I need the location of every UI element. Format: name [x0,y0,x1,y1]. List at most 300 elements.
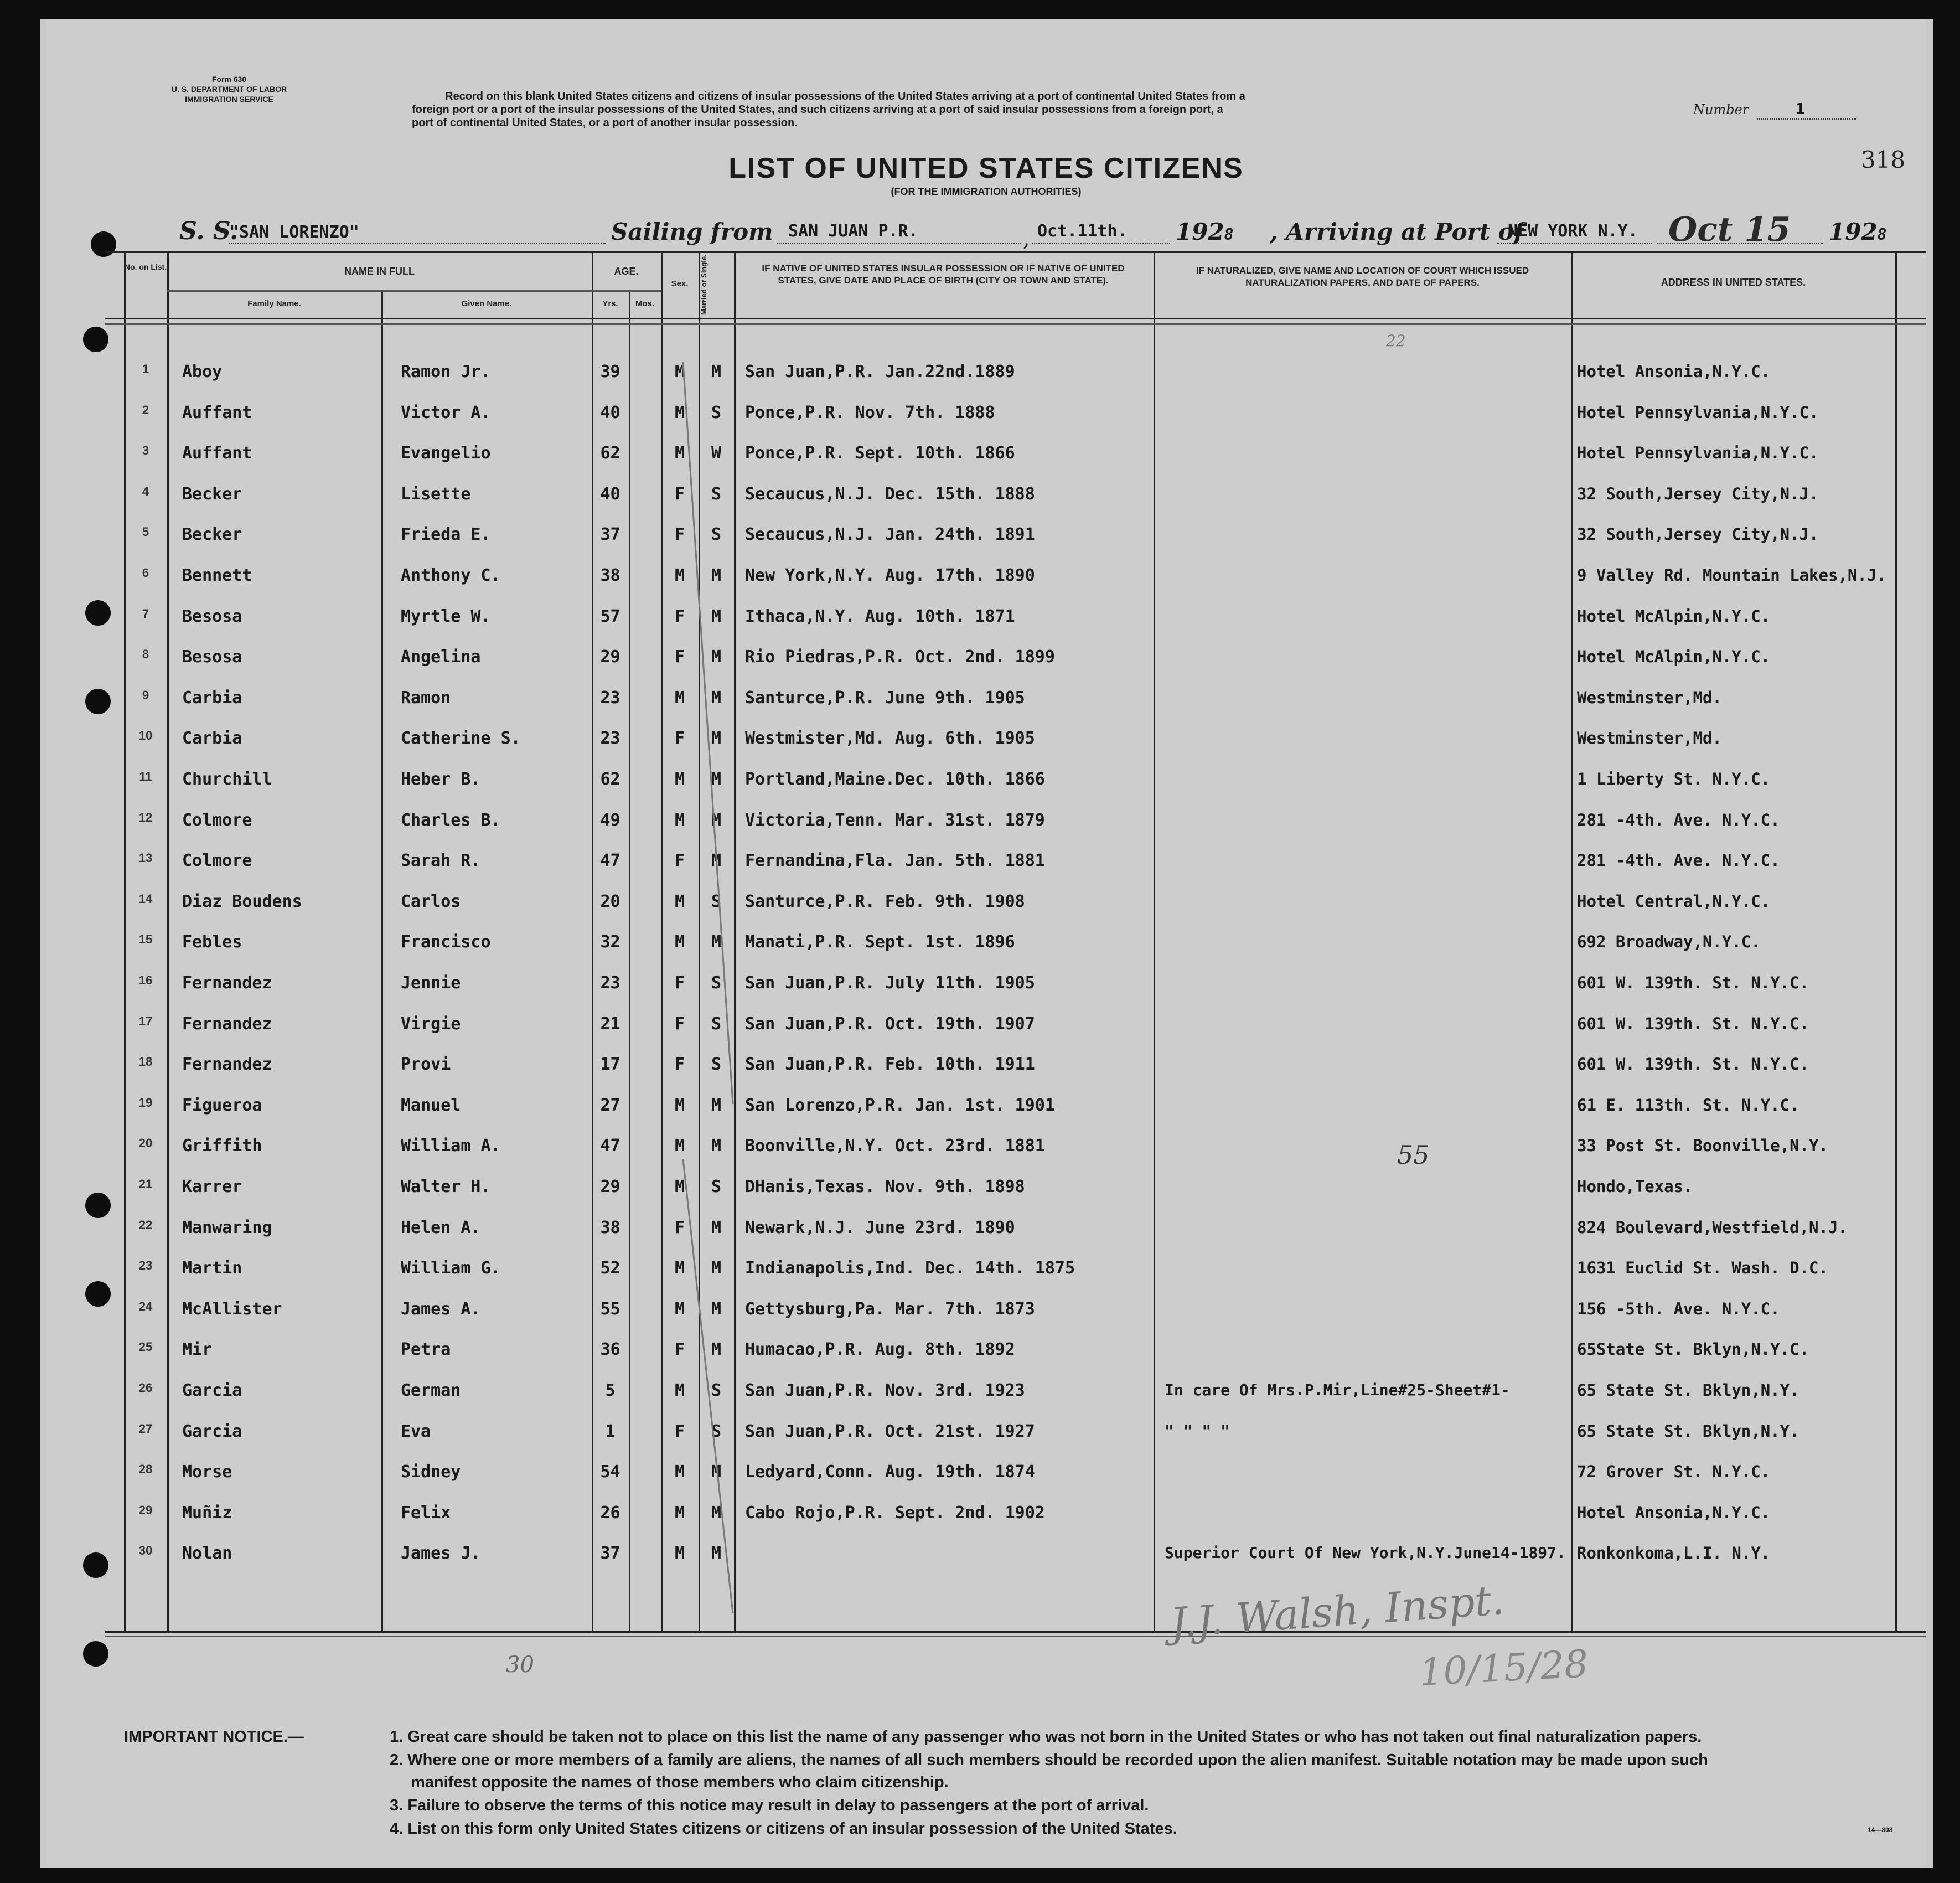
stamp-55: 55 [1397,1140,1430,1170]
birth-place-date: Westmister,Md. Aug. 6th. 1905 [745,729,1035,749]
birth-place-date: Santurce,P.R. June 9th. 1905 [745,688,1025,708]
page-subtitle: (FOR THE IMMIGRATION AUTHORITIES) [891,186,1082,197]
sex: M [674,1462,685,1482]
birth-place-date: San Juan,P.R. Feb. 10th. 1911 [745,1055,1035,1075]
mark-top: 22 [1386,332,1406,350]
address: Westminster,Md. [1577,688,1722,707]
birth-place-date: San Juan,P.R. Jan.22nd.1889 [745,362,1015,381]
arrival-date-line [1657,243,1823,244]
arriving-port-line [1497,243,1652,244]
age-years: 54 [600,1462,620,1482]
manifest-sheet [40,19,1933,1868]
marital-status: S [711,484,722,504]
arrival-date: Oct 15 [1668,210,1791,249]
age-years: 29 [600,647,620,667]
row-number: 5 [142,525,149,539]
sex: M [674,443,685,463]
family-name: Aboy [182,362,223,381]
family-name: Diaz Boudens [182,891,302,911]
address: 601 W. 139th. St. N.Y.C. [1577,1055,1809,1074]
number-value: 1 [1796,100,1805,118]
marital-status: S [711,1055,722,1075]
footer-code: 14—808 [1868,1826,1893,1834]
marital-status: M [711,688,722,708]
arriving-port: NEW YORK N.Y. [1508,221,1638,241]
row-number: 9 [142,688,149,702]
given-name: Heber B. [401,770,481,789]
sex: F [674,729,685,749]
marital-status: M [711,932,722,952]
age-years: 52 [600,1258,620,1278]
age-years: 37 [600,1544,620,1564]
given-name: Felix [401,1503,451,1523]
col-header-birth: IF NATIVE OF UNITED STATES INSULAR POSSESSION OR IF NATIVE OF UNITED STATES, GIVE DATE AND PLACE OF BIRTH (CITY OR TOWN AND STATE). [762,263,1125,286]
age-years: 36 [600,1340,620,1360]
address: 281 -4th. Ave. N.Y.C. [1577,810,1780,829]
sex: M [674,1381,685,1400]
col-header-naturalized: IF NATURALIZED, GIVE NAME AND LOCATION OF COURT WHICH ISSUED NATURALIZATION PAPERS, AND DATE OF PAPERS. [1196,265,1529,288]
age-years: 49 [600,810,620,830]
given-name: William G. [401,1258,501,1278]
birth-place-date: Humacao,P.R. Aug. 8th. 1892 [745,1340,1015,1360]
sex: F [674,1421,685,1441]
family-name: Figueroa [182,1095,262,1115]
family-name: Carbia [182,688,242,708]
address: 32 South,Jersey City,N.J. [1577,484,1819,503]
address: Hotel Pennsylvania,N.Y.C. [1577,443,1819,463]
marital-status: S [711,1177,722,1196]
marital-status: M [711,770,722,789]
given-name: Petra [401,1340,451,1360]
row-number: 19 [138,1095,153,1110]
birth-place-date: San Juan,P.R. July 11th. 1905 [745,973,1035,993]
birth-place-date: San Lorenzo,P.R. Jan. 1st. 1901 [745,1095,1055,1115]
age-years: 40 [600,484,620,504]
marital-status: M [711,647,722,667]
family-name: Auffant [182,403,252,422]
sex: M [674,810,685,830]
row-number: 21 [138,1177,153,1191]
family-name: Colmore [182,810,252,830]
address: 72 Grover St. N.Y.C. [1577,1462,1771,1482]
col-header-age: AGE. [614,266,639,277]
notice-item: 2. Where one or more members of a family are aliens, the names of all such members should be recorded upon the alien manifest. Suitable notation may be made upon such [390,1751,1708,1769]
given-name: Walter H. [401,1177,491,1196]
punch-hole [83,1552,108,1578]
age-years: 27 [600,1095,620,1115]
sex: M [674,1095,685,1115]
instruction-line: Record on this blank United States citizens and citizens of insular possessions of the United States arriving at a port of continental United States from a [445,90,1245,102]
marital-status: M [711,362,722,381]
marital-status: S [711,1421,722,1441]
address: Ronkonkoma,L.I. N.Y. [1577,1544,1771,1563]
col-rule [1154,251,1155,1631]
birth-place-date: Cabo Rojo,P.R. Sept. 2nd. 1902 [745,1503,1045,1523]
row-number: 14 [138,891,153,906]
age-years: 17 [600,1055,620,1075]
birth-place-date: Fernandina,Fla. Jan. 5th. 1881 [745,851,1045,871]
notice-item: 4. List on this form only United States citizens or citizens of an insular possession of the United States. [390,1820,1177,1838]
marital-status: W [711,443,722,463]
sex: M [674,1503,685,1523]
sailing-label: Sailing from [611,218,773,245]
sex: M [674,688,685,708]
age-years: 29 [600,1177,620,1196]
family-name: Churchill [182,770,272,789]
sex: F [674,1014,685,1034]
col-rule [381,290,383,1631]
sex: F [674,1217,685,1237]
family-name: Becker [182,525,242,545]
sex: M [674,403,685,422]
family-name: Karrer [182,1177,242,1196]
birth-place-date: Ledyard,Conn. Aug. 19th. 1874 [745,1462,1035,1482]
notice-item: manifest opposite the names of those members who claim citizenship. [411,1773,949,1791]
given-name: Victor A. [401,403,491,422]
family-name: Auffant [182,443,252,463]
header-bottom-rule-2 [105,323,1926,325]
marital-status: M [711,1340,722,1360]
sex: M [674,362,685,381]
given-name: Frieda E. [401,525,491,545]
number-label: Number [1693,102,1749,117]
sex: M [674,1136,685,1156]
age-years: 62 [600,443,620,463]
address: 824 Boulevard,Westfield,N.J. [1577,1217,1848,1237]
age-years: 37 [600,525,620,545]
row-number: 18 [138,1055,153,1069]
age-years: 23 [600,729,620,749]
family-name: Carbia [182,729,242,749]
sex: M [674,770,685,789]
address: 1631 Euclid St. Wash. D.C. [1577,1258,1828,1278]
sailing-year: 1928 [1176,218,1234,245]
punch-hole [85,1281,111,1307]
age-years: 32 [600,932,620,952]
given-name: James J. [401,1544,481,1564]
birth-place-date: Indianapolis,Ind. Dec. 14th. 1875 [745,1258,1075,1278]
birth-place-date: Santurce,P.R. Feb. 9th. 1908 [745,891,1025,911]
family-name: Besosa [182,647,242,667]
row-number: 25 [138,1340,153,1354]
family-name: Garcia [182,1381,242,1400]
total-count: 30 [506,1652,534,1678]
age-years: 57 [600,606,620,626]
family-name: Morse [182,1462,232,1482]
birth-place-date: Portland,Maine.Dec. 10th. 1866 [745,770,1045,789]
age-years: 55 [600,1299,620,1319]
address: Hotel McAlpin,N.Y.C. [1577,606,1771,626]
sex: F [674,1340,685,1360]
address: 32 South,Jersey City,N.J. [1577,525,1819,544]
tally-strokes [678,329,744,1630]
punch-hole [83,327,108,352]
birth-place-date: Ponce,P.R. Nov. 7th. 1888 [745,403,995,422]
age-years: 23 [600,688,620,708]
col-header-no: No. on List. [124,262,167,271]
naturalization: Superior Court Of New York,N.Y.June14-1897. [1165,1544,1566,1562]
row-number: 10 [138,729,153,743]
sex: M [674,891,685,911]
address: Westminster,Md. [1577,729,1722,748]
marital-status: M [711,1217,722,1237]
marital-status: M [711,566,722,585]
given-name: Ramon Jr. [401,362,491,381]
age-years: 20 [600,891,620,911]
row-number: 22 [138,1217,153,1232]
birth-place-date: Rio Piedras,P.R. Oct. 2nd. 1899 [745,647,1055,667]
given-name: Evangelio [401,443,491,463]
family-name: Manwaring [182,1217,272,1237]
given-name: Helen A. [401,1217,481,1237]
given-name: Sarah R. [401,851,481,871]
marital-status: M [711,810,722,830]
row-number: 1 [142,362,149,376]
col-header-family: Family Name. [247,299,301,308]
header-bottom-rule [105,318,1926,319]
sex: F [674,484,685,504]
given-name: German [401,1381,461,1400]
given-name: Eva [401,1421,431,1441]
family-name: Griffith [182,1136,262,1156]
birth-place-date: Secaucus,N.J. Jan. 24th. 1891 [745,525,1035,545]
family-name: Garcia [182,1421,242,1441]
address: 281 -4th. Ave. N.Y.C. [1577,851,1780,870]
row-number: 26 [138,1381,153,1395]
given-name: Francisco [401,932,491,952]
sailing-date-line [1032,243,1170,244]
sex: M [674,1544,685,1564]
sailing-port-line [777,243,1021,244]
given-name: Lisette [401,484,471,504]
marital-status: M [711,1544,722,1564]
age-years: 62 [600,770,620,789]
number-line [1757,118,1856,120]
row-number: 23 [138,1258,153,1273]
col-header-sex: Sex. [671,279,689,288]
age-years: 38 [600,1217,620,1237]
punch-hole [83,1641,108,1667]
marital-status: M [711,1095,722,1115]
family-name: Fernandez [182,1014,272,1034]
address: Hondo,Texas. [1577,1177,1693,1196]
given-name: Charles B. [401,810,501,830]
punch-hole [85,1193,111,1218]
address: Hotel McAlpin,N.Y.C. [1577,647,1771,667]
age-years: 47 [600,851,620,871]
address: 1 Liberty St. N.Y.C. [1577,770,1771,788]
marital-status: S [711,1381,722,1400]
address: 601 W. 139th. St. N.Y.C. [1577,1014,1809,1033]
row-number: 6 [142,566,149,580]
row-number: 24 [138,1299,153,1313]
marital-status: S [711,525,722,545]
sex: M [674,1177,685,1196]
row-number: 27 [138,1421,153,1436]
row-number: 29 [138,1503,153,1517]
birth-place-date: New York,N.Y. Aug. 17th. 1890 [745,566,1035,585]
col-rule [167,251,169,1631]
given-name: Catherine S. [401,729,521,749]
col-header-address: ADDRESS IN UNITED STATES. [1661,277,1806,288]
family-name: Besosa [182,606,242,626]
row-number: 28 [138,1462,153,1477]
col-header-mos: Mos. [635,299,655,308]
arriving-label: , Arriving at Port of [1270,218,1524,245]
age-years: 38 [600,566,620,585]
form-header-block [157,74,301,104]
inspector-signature: J.J. Walsh, Inspt. [1168,1576,1506,1647]
col-header-married: Married or Single. [700,254,708,315]
address: 65State St. Bklyn,N.Y.C. [1577,1340,1809,1359]
birth-place-date: Victoria,Tenn. Mar. 31st. 1879 [745,810,1045,830]
marital-status: S [711,403,722,422]
family-name: McAllister [182,1299,282,1319]
table-bottom-rule [105,1631,1926,1633]
notice-item: 1. Great care should be taken not to place on this list the name of any passenger who was not born in the United States or who has not taken out final naturalization papers. [390,1728,1702,1746]
col-header-yrs: Yrs. [602,299,618,308]
sex: F [674,1055,685,1075]
given-name: William A. [401,1136,501,1156]
handwritten-date: 10/15/28 [1418,1642,1590,1695]
sex: M [674,1258,685,1278]
address: Hotel Ansonia,N.Y.C. [1577,1503,1771,1522]
family-name: Becker [182,484,242,504]
address: Hotel Pennsylvania,N.Y.C. [1577,403,1819,422]
age-years: 39 [600,362,620,381]
marital-status: M [711,851,722,871]
birth-place-date: Boonville,N.Y. Oct. 23rd. 1881 [745,1136,1045,1156]
address: 65 State St. Bklyn,N.Y. [1577,1381,1799,1400]
birth-place-date: Manati,P.R. Sept. 1st. 1896 [745,932,1015,952]
row-number: 7 [142,606,149,621]
marital-status: M [711,606,722,626]
instruction-line: foreign port or a port of the insular possessions of the United States, and such citizens arriving at a port of said insular possessions from a foreign port, a [412,104,1223,116]
comma: , [1023,226,1030,251]
family-name: Martin [182,1258,242,1278]
instruction-line: port of continental United States, or a port of another insular possession. [412,117,798,129]
sailing-date: Oct.11th. [1037,221,1128,241]
birth-place-date: San Juan,P.R. Oct. 19th. 1907 [745,1014,1035,1034]
given-name: Sidney [401,1462,461,1482]
address: 601 W. 139th. St. N.Y.C. [1577,973,1809,992]
naturalization: In care Of Mrs.P.Mir,Line#25-Sheet#1- [1165,1381,1510,1399]
punch-hole [85,600,111,626]
birth-place-date: DHanis,Texas. Nov. 9th. 1898 [745,1177,1025,1196]
table-top-rule [105,251,1926,253]
naturalization: " " " " [1165,1421,1230,1440]
sex: M [674,932,685,952]
row-number: 2 [142,403,149,417]
sex: M [674,1299,685,1319]
col-header-given: Given Name. [461,299,512,308]
family-name: Fernandez [182,1055,272,1075]
family-name: Colmore [182,851,252,871]
address: 156 -5th. Ave. N.Y.C. [1577,1299,1780,1318]
family-name: Bennett [182,566,252,585]
row-number: 13 [138,851,153,865]
age-years: 1 [605,1421,616,1441]
ship-line [229,243,606,244]
birth-place-date: San Juan,P.R. Nov. 3rd. 1923 [745,1381,1025,1400]
department-name: U. S. DEPARTMENT OF LABOR [171,85,287,94]
age-years: 23 [600,973,620,993]
row-number: 4 [142,484,149,498]
service-name: IMMIGRATION SERVICE [185,95,273,104]
sex: F [674,647,685,667]
family-name: Muñiz [182,1503,232,1523]
given-name: Angelina [401,647,481,667]
birth-place-date: San Juan,P.R. Oct. 21st. 1927 [745,1421,1035,1441]
given-name: Manuel [401,1095,461,1115]
age-years: 5 [605,1381,616,1400]
marital-status: S [711,973,722,993]
row-number: 8 [142,647,149,662]
age-years: 21 [600,1014,620,1034]
birth-place-date: Newark,N.J. June 23rd. 1890 [745,1217,1015,1237]
marital-status: S [711,1014,722,1034]
table-bottom-rule-2 [105,1636,1926,1637]
family-name: Febles [182,932,242,952]
ship-name: "SAN LORENZO" [229,223,359,242]
address: 61 E. 113th. St. N.Y.C. [1577,1095,1799,1115]
birth-place-date: Ithaca,N.Y. Aug. 10th. 1871 [745,606,1015,626]
header-sub-rule [167,290,661,292]
birth-place-date: Secaucus,N.J. Dec. 15th. 1888 [745,484,1035,504]
address: Hotel Central,N.Y.C. [1577,891,1771,911]
given-name: Carlos [401,891,461,911]
age-years: 47 [600,1136,620,1156]
notice-item: 3. Failure to observe the terms of this notice may result in delay to passengers at the port of arrival. [390,1797,1149,1814]
marital-status: M [711,1136,722,1156]
address: 65 State St. Bklyn,N.Y. [1577,1421,1799,1441]
address: 9 Valley Rd. Mountain Lakes,N.J. [1577,566,1886,585]
given-name: Virgie [401,1014,461,1034]
age-years: 40 [600,403,620,422]
row-number: 16 [138,973,153,987]
marital-status: M [711,1503,722,1523]
col-header-name: NAME IN FULL [344,266,415,277]
marital-status: M [711,1258,722,1278]
family-name: Mir [182,1340,213,1360]
sailing-port: SAN JUAN P.R. [788,221,918,241]
age-years: 26 [600,1503,620,1523]
given-name: Provi [401,1055,451,1075]
ss-label: S. S. [179,217,239,245]
family-name: Fernandez [182,973,272,993]
row-number: 11 [139,770,152,783]
address: Hotel Ansonia,N.Y.C. [1577,362,1771,381]
address: 692 Broadway,N.Y.C. [1577,932,1761,952]
sex: F [674,606,685,626]
given-name: James A. [401,1299,481,1319]
row-number: 17 [138,1014,153,1028]
col-rule [629,290,630,1631]
given-name: Ramon [401,688,451,708]
given-name: Jennie [401,973,461,993]
manifest-paper [46,19,1926,1865]
birth-place-date: Gettysburg,Pa. Mar. 7th. 1873 [745,1299,1035,1319]
sex: F [674,973,685,993]
family-name: Nolan [182,1544,232,1564]
sex: F [674,851,685,871]
row-number: 30 [138,1544,153,1558]
row-number: 20 [138,1136,153,1151]
birth-place-date: Ponce,P.R. Sept. 10th. 1866 [745,443,1015,463]
given-name: Myrtle W. [401,606,491,626]
marital-status: M [711,1299,722,1319]
marital-status: S [711,891,722,911]
